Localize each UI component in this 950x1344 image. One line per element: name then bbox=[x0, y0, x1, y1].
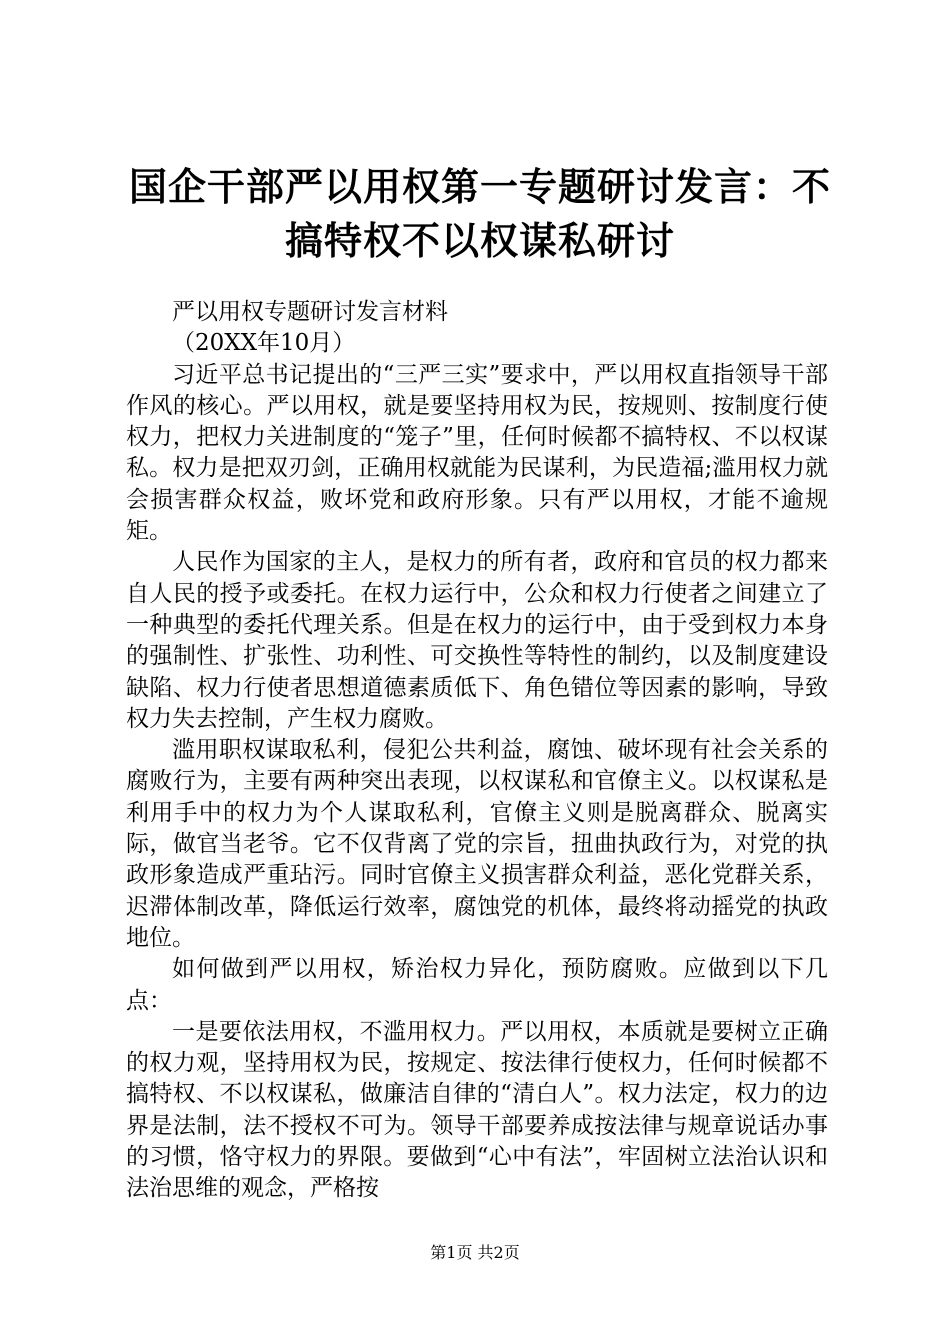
paragraph: 一是要依法用权，不滥用权力。严以用权，本质就是要树立正确的权力观，坚持用权为民，按规定、按法律行使权力，任何时候都不搞特权、不以权谋私，做廉洁自律的“清白人”。权力法定，权力的边界是法制，法不授权不可为。领导干部要养成按法律与规章说话办事的习惯，恪守权力的界限。要做到“心中有法”，牢固树立法治认识和法治思维的观念，严格按 bbox=[126, 1018, 828, 1202]
page-footer: 第1页 共2页 bbox=[430, 1243, 520, 1262]
paragraph: 人民作为国家的主人，是权力的所有者，政府和官员的权力都来自人民的授予或委托。在权力运行中，公众和权力行使者之间建立了一种典型的委托代理关系。但是在权力的运行中，由于受到权力本身的强制性、扩张性、功利性、可交换性等特性的制约，以及制度建设缺陷、权力行使者思想道德素质低下、角色错位等因素的影响，导致权力失去控制，产生权力腐败。 bbox=[126, 549, 828, 732]
paragraph: 如何做到严以用权，矫治权力异化，预防腐败。应做到以下几点： bbox=[126, 956, 828, 1014]
paragraph: 习近平总书记提出的“三严三实”要求中，严以用权直指领导干部作风的核心。严以用权，就是要坚持用权为民，按规则、按制度行使权力，把权力关进制度的“笼子”里，任何时候都不搞特权、不以权谋私。权力是把双刃剑，正确用权就能为民谋利，为民造福;滥用权力就会损害群众权益，败坏党和政府形象。只有严以用权，才能不逾规矩。 bbox=[126, 361, 828, 545]
paragraph: 滥用职权谋取私利，侵犯公共利益，腐蚀、破坏现有社会关系的腐败行为，主要有两种突出表现，以权谋私和官僚主义。以权谋私是利用手中的权力为个人谋取私利，官僚主义则是脱离群众、脱离实际，做官当老爷。它不仅背离了党的宗旨，扭曲执政行为，对党的执政形象造成严重玷污。同时官僚主义损害群众利益，恶化党群关系，迟滞体制改革，降低运行效率，腐蚀党的机体，最终将动摇党的执政地位。 bbox=[126, 737, 828, 951]
subtitle: 严以用权专题研讨发言材料 bbox=[172, 299, 448, 325]
date-line: （20XX年10月） bbox=[172, 330, 356, 357]
document-body bbox=[126, 297, 828, 1205]
document-title: 国企干部严以用权第一专题研讨发言：不搞特权不以权谋私研讨 bbox=[128, 165, 831, 263]
